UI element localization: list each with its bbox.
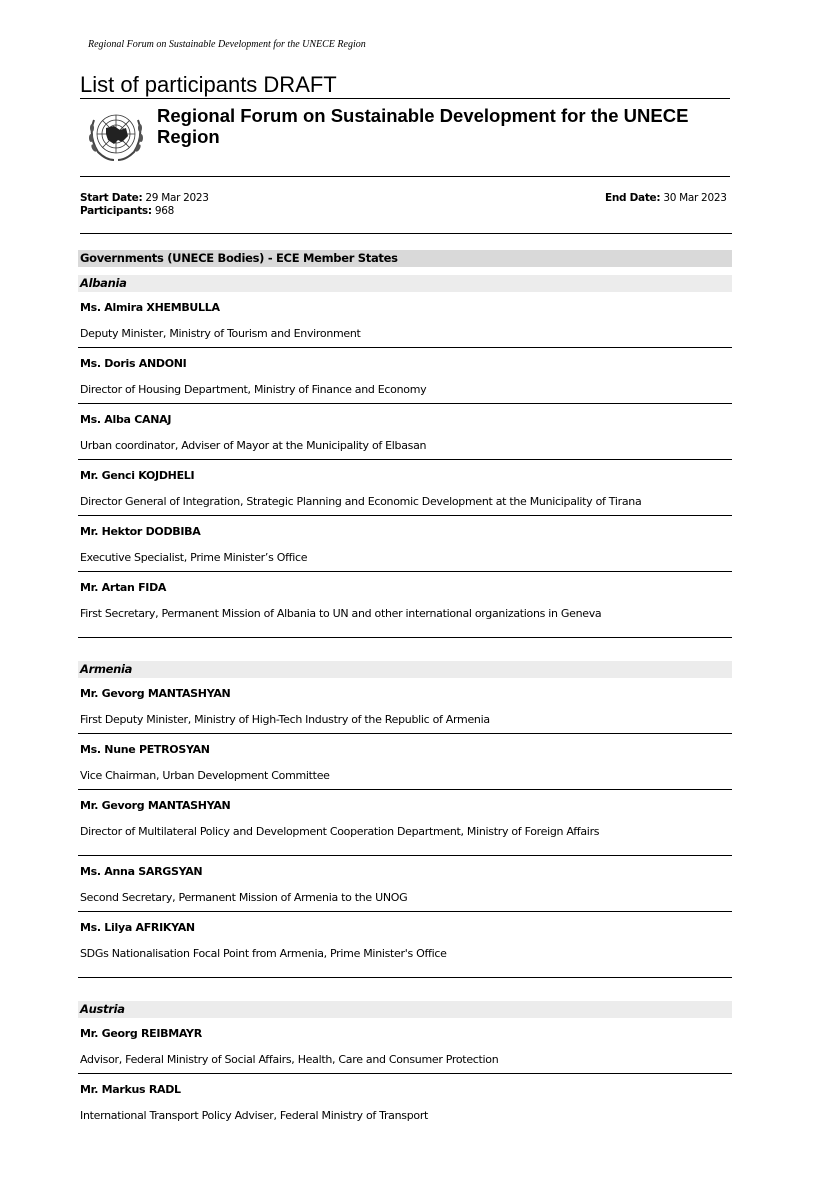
group-header: Governments (UNECE Bodies) - ECE Member States [78, 250, 732, 267]
participant-role: SDGs Nationalisation Focal Point from Armenia, Prime Minister's Office [80, 947, 447, 960]
participant-name: Mr. Gevorg MANTASHYAN [80, 799, 231, 812]
participant-entry [78, 404, 732, 460]
end-date-value: 30 Mar 2023 [663, 192, 727, 204]
participant-role: Director of Housing Department, Ministry of Finance and Economy [80, 383, 427, 396]
title-rule [80, 98, 730, 99]
participant-entry [78, 516, 732, 572]
participant-name: Mr. Gevorg MANTASHYAN [80, 687, 231, 700]
participant-role: First Secretary, Permanent Mission of Albania to UN and other international organizations in Geneva [80, 607, 602, 620]
participant-entry [78, 348, 732, 404]
participants-value: 968 [154, 205, 174, 217]
participant-entry [78, 1074, 732, 1129]
participant-name: Mr. Markus RADL [80, 1083, 181, 1096]
un-emblem-icon [84, 106, 148, 166]
meta-rule [80, 233, 732, 234]
participant-name: Mr. Georg REIBMAYR [80, 1027, 202, 1040]
country-header-austria: Austria [78, 1001, 732, 1018]
participants-count [80, 205, 174, 217]
participant-name: Mr. Genci KOJDHELI [80, 469, 195, 482]
header-rule [80, 176, 730, 177]
participant-entry [78, 460, 732, 516]
document-title: List of participants DRAFT [80, 72, 337, 97]
participant-entry [78, 292, 732, 348]
participant-role: Vice Chairman, Urban Development Committee [80, 769, 330, 782]
start-date-value: 29 Mar 2023 [145, 192, 209, 204]
participant-name: Mr. Artan FIDA [80, 581, 167, 594]
end-date-label: End Date: [605, 192, 661, 204]
participant-name: Ms. Anna SARGSYAN [80, 865, 203, 878]
participant-role: Director of Multilateral Policy and Development Cooperation Department, Ministry of Foreign Affairs [80, 825, 600, 838]
participant-name: Ms. Alba CANAJ [80, 413, 172, 426]
participant-name: Ms. Nune PETROSYAN [80, 743, 210, 756]
participant-name: Ms. Almira XHEMBULLA [80, 301, 220, 314]
start-date-label: Start Date: [80, 192, 143, 204]
end-date [605, 192, 727, 204]
participant-entry [78, 572, 732, 638]
start-date [80, 192, 209, 204]
participant-role: Executive Specialist, Prime Minister’s Office [80, 551, 308, 564]
participant-entry [78, 734, 732, 790]
participant-name: Ms. Lilya AFRIKYAN [80, 921, 195, 934]
participants-label: Participants: [80, 205, 152, 217]
country-header-albania: Albania [78, 275, 732, 292]
event-title: Regional Forum on Sustainable Development for the UNECE Region [157, 105, 689, 147]
participant-entry [78, 790, 732, 856]
participant-name: Ms. Doris ANDONI [80, 357, 187, 370]
participant-entry [78, 678, 732, 734]
participant-role: Urban coordinator, Adviser of Mayor at the Municipality of Elbasan [80, 439, 427, 452]
participant-role: Second Secretary, Permanent Mission of Armenia to the UNOG [80, 891, 408, 904]
participant-entry [78, 912, 732, 978]
participant-role: International Transport Policy Adviser, Federal Ministry of Transport [80, 1109, 429, 1122]
running-header: Regional Forum on Sustainable Development for the UNECE Region [88, 39, 366, 50]
participant-role: Deputy Minister, Ministry of Tourism and Environment [80, 327, 361, 340]
participant-name: Mr. Hektor DODBIBA [80, 525, 201, 538]
participant-role: Advisor, Federal Ministry of Social Affairs, Health, Care and Consumer Protection [80, 1053, 499, 1066]
country-header-armenia: Armenia [78, 661, 732, 678]
participant-entry [78, 856, 732, 912]
participant-list [78, 250, 732, 1129]
participant-role: Director General of Integration, Strategic Planning and Economic Development at the Municipality of Tirana [80, 495, 642, 508]
participant-role: First Deputy Minister, Ministry of High-Tech Industry of the Republic of Armenia [80, 713, 490, 726]
participant-entry [78, 1018, 732, 1074]
